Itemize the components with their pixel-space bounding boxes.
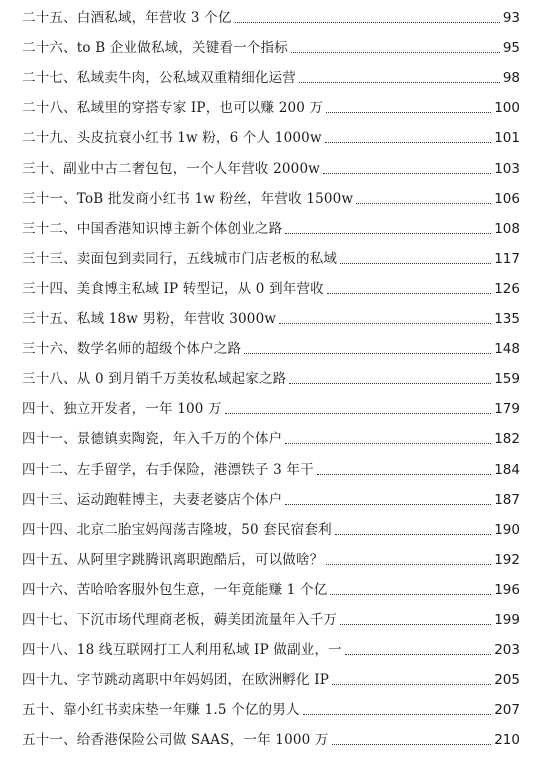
toc-entry[interactable]	[22, 307, 520, 329]
toc-entry[interactable]	[22, 488, 520, 510]
toc-entry[interactable]	[22, 6, 520, 28]
dot-leader	[303, 714, 492, 715]
toc-entry[interactable]	[22, 458, 520, 480]
dot-leader	[289, 383, 491, 384]
dot-leader	[356, 203, 491, 204]
toc-entry-page-number: 203	[494, 642, 520, 659]
toc-entry-page-number: 192	[494, 551, 520, 568]
toc-entry[interactable]	[22, 427, 520, 449]
toc-entry-page-number: 196	[494, 581, 520, 598]
toc-entry-title: 三十二、中国香港知识博主新个体创业之路	[22, 220, 283, 237]
toc-entry[interactable]	[22, 66, 520, 88]
toc-entry-page-number: 103	[494, 160, 520, 177]
toc-entry-title: 二十七、私域卖牛肉，公私域双重精细化运营	[22, 70, 296, 87]
toc-entry[interactable]	[22, 608, 520, 630]
toc-entry[interactable]	[22, 548, 520, 570]
dot-leader	[323, 173, 491, 174]
toc-entry[interactable]	[22, 578, 520, 600]
toc-entry-page-number: 108	[494, 220, 520, 237]
dot-leader	[235, 22, 500, 23]
dot-leader	[291, 52, 500, 53]
dot-leader	[285, 504, 491, 505]
toc-entry-page-number: 179	[494, 401, 520, 418]
toc-entry-page-number: 207	[494, 702, 520, 719]
toc-entry[interactable]	[22, 277, 520, 299]
toc-entry-title: 二十五、白酒私域，年营收 3 个亿	[22, 10, 232, 26]
toc-entry[interactable]	[22, 518, 520, 540]
toc-entry-page-number: 100	[494, 100, 520, 117]
toc-entry[interactable]	[22, 217, 520, 239]
toc-entry[interactable]	[22, 36, 520, 58]
toc-entry[interactable]	[22, 668, 520, 690]
toc-entry-title: 四十二、左手留学，右手保险，港漂铁子 3 年干	[22, 461, 314, 478]
toc-entry-page-number: 184	[494, 461, 520, 478]
dot-leader	[332, 684, 491, 685]
toc-entry-page-number: 190	[494, 521, 520, 538]
dot-leader	[345, 654, 491, 655]
dot-leader	[285, 233, 491, 234]
toc-entry[interactable]	[22, 397, 520, 419]
toc-entry-title: 三十五、私域 18w 男粉，年营收 3000w	[22, 311, 277, 327]
toc-entry-page-number: 205	[494, 672, 520, 689]
toc-entry-page-number: 148	[494, 341, 520, 358]
toc-entry[interactable]	[22, 157, 520, 179]
dot-leader	[340, 263, 491, 264]
toc-entry-title: 二十八、私域里的穿搭专家 IP，也可以赚 200 万	[22, 100, 324, 117]
toc-entry-page-number: 135	[494, 311, 520, 327]
toc-entry-page-number: 98	[502, 70, 520, 87]
toc-entry[interactable]	[22, 187, 520, 209]
toc-entry-title: 三十六、数学名师的超级个体户之路	[22, 341, 242, 358]
toc-entry-page-number: 93	[502, 10, 520, 26]
toc-entry-title: 三十一、ToB 批发商小红书 1w 粉丝，年营收 1500w	[22, 190, 354, 207]
dot-leader	[299, 82, 500, 83]
toc-entry-title: 四十四、北京二胎宝妈闯荡吉隆坡，50 套民宿套利	[22, 521, 332, 538]
toc-entry-page-number: 95	[502, 40, 520, 57]
toc-entry-title: 五十、靠小红书卖床垫一年赚 1.5 个亿的男人	[22, 702, 300, 719]
toc-entry-page-number: 210	[494, 732, 520, 749]
toc-entry-title: 二十六、to B 企业做私域，关键看一个指标	[22, 40, 288, 57]
dot-leader	[225, 413, 491, 414]
toc-entry-page-number: 182	[494, 431, 520, 448]
toc-entry-title: 三十四、美食博主私域 IP 转型记，从 0 到年营收	[22, 280, 324, 297]
toc-entry-page-number: 126	[494, 280, 520, 297]
toc-entry-title: 三十三、卖面包到卖同行，五线城市门店老板的私域	[22, 250, 338, 267]
dot-leader	[335, 534, 491, 535]
dot-leader	[244, 353, 491, 354]
dot-leader	[326, 112, 491, 113]
dot-leader	[327, 293, 491, 294]
dot-leader	[325, 142, 492, 143]
toc-entry-title: 三十八、从 0 到月销千万美妆私域起家之路	[22, 371, 287, 388]
dot-leader	[332, 744, 492, 745]
toc-entry-page-number: 199	[494, 612, 520, 628]
toc-entry-title: 四十、独立开发者，一年 100 万	[22, 401, 222, 418]
toc-entry[interactable]	[22, 638, 520, 660]
toc-entry[interactable]	[22, 728, 520, 750]
dot-leader	[279, 323, 491, 324]
dot-leader	[326, 564, 491, 565]
dot-leader	[340, 624, 491, 625]
toc-entry-title: 四十五、从阿里字跳腾讯离职跑酷后，可以做啥？	[22, 551, 324, 568]
toc-entry[interactable]	[22, 337, 520, 359]
toc-entry-title: 四十一、景德镇卖陶瓷，年入千万的个体户	[22, 431, 283, 448]
toc-entry-title: 四十七、下沉市场代理商老板，薅美团流量年入千万	[22, 612, 338, 628]
toc-entry-title: 四十九、字节跳动离职中年妈妈团，在欧洲孵化 IP	[22, 672, 330, 689]
dot-leader	[317, 474, 491, 475]
toc-entry-title: 四十六、苦哈哈客服外包生意，一年竟能赚 1 个亿	[22, 581, 328, 598]
toc-entry[interactable]	[22, 367, 520, 389]
toc-entry-title: 五十一、给香港保险公司做 SAAS，一年 1000 万	[22, 732, 329, 749]
toc-entry-title: 二十九、头皮抗衰小红书 1w 粉，6 个人 1000w	[22, 130, 322, 147]
toc-entry-page-number: 117	[494, 250, 520, 267]
toc-entry-page-number: 187	[494, 491, 520, 508]
toc-entry-title: 三十、副业中古二奢包包，一个人年营收 2000w	[22, 160, 321, 177]
toc-entry-page-number: 101	[494, 130, 520, 147]
toc-entry[interactable]	[22, 126, 520, 148]
toc-entry-page-number: 159	[494, 371, 520, 388]
toc-entry[interactable]	[22, 698, 520, 720]
toc-entry[interactable]	[22, 96, 520, 118]
toc-entry-page-number: 106	[494, 190, 520, 207]
dot-leader	[285, 443, 491, 444]
toc-entry[interactable]	[22, 247, 520, 269]
toc-entry-title: 四十八、18 线互联网打工人利用私域 IP 做副业，一	[22, 642, 342, 659]
dot-leader	[330, 594, 491, 595]
toc-entry-title: 四十三、运动跑鞋博主，夫妻老婆店个体户	[22, 491, 283, 508]
